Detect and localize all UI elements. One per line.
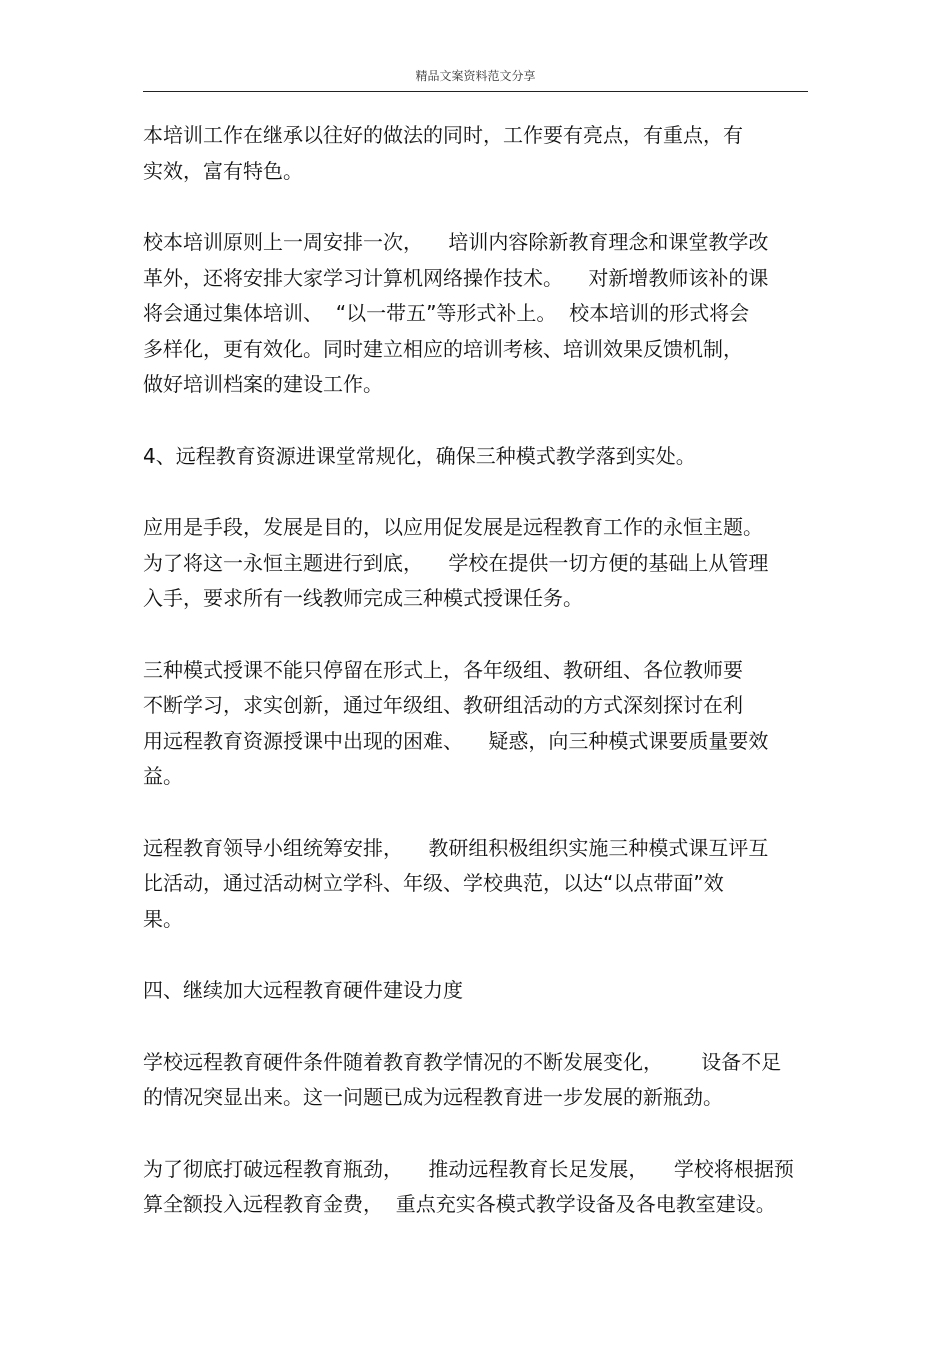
paragraph bbox=[143, 1152, 808, 1223]
text-line: 为了将这一永恒主题进行到底， 学校在提供一切方便的基础上从管理 bbox=[143, 550, 769, 575]
text-line: 学校远程教育硬件条件随着教育教学情况的不断发展变化， 设备不足 bbox=[143, 1049, 782, 1074]
paragraph bbox=[143, 831, 808, 938]
text-line: 为了彻底打破远程教育瓶劲， 推动远程教育长足发展， 学校将根据预 bbox=[143, 1156, 794, 1181]
paragraph-spacer bbox=[143, 1116, 808, 1152]
header-divider bbox=[143, 91, 808, 92]
paragraph-spacer bbox=[143, 189, 808, 225]
paragraph-spacer bbox=[143, 795, 808, 831]
text-line: 4、远程教育资源进课堂常规化，确保三种模式教学落到实处。 bbox=[143, 443, 696, 468]
paragraph bbox=[143, 439, 808, 475]
paragraph-spacer bbox=[143, 937, 808, 973]
paragraph bbox=[143, 973, 808, 1009]
text-line: 四、继续加大远程教育硬件建设力度 bbox=[143, 978, 463, 1002]
text-line: 革外，还将安排大家学习计算机网络操作技术。 对新增教师该补的课 bbox=[143, 265, 769, 290]
text-line: 的情况突显出来。这一问题已成为远程教育进一步发展的新瓶劲。 bbox=[143, 1085, 723, 1109]
paragraph bbox=[143, 510, 808, 617]
text-line: 多样化，更有效化。同时建立相应的培训考核、培训效果反馈机制， bbox=[143, 336, 743, 361]
paragraph-spacer bbox=[143, 474, 808, 510]
text-line: 算全额投入远程教育金费， 重点充实各模式教学设备及各电教室建设。 bbox=[143, 1192, 776, 1216]
text-line: 校本培训原则上一周安排一次， 培训内容除新教育理念和课堂教学改 bbox=[143, 230, 769, 254]
text-line: 将会通过集体培训、 “以一带五”等形式补上。 校本培训的形式将会 bbox=[143, 301, 750, 325]
document-body bbox=[143, 118, 808, 1223]
text-line: 入手，要求所有一线教师完成三种模式授课任务。 bbox=[143, 586, 583, 610]
paragraph-spacer bbox=[143, 403, 808, 439]
text-line: 果。 bbox=[143, 906, 183, 931]
text-line: 应用是手段，发展是目的，以应用促发展是远程教育工作的永恒主题。 bbox=[143, 515, 763, 539]
text-line: 实效，富有特色。 bbox=[143, 158, 303, 183]
paragraph bbox=[143, 118, 808, 189]
text-line: 益。 bbox=[143, 764, 183, 788]
text-line: 做好培训档案的建设工作。 bbox=[143, 372, 383, 396]
paragraph bbox=[143, 653, 808, 795]
text-line: 用远程教育资源授课中出现的困难、 疑惑，向三种模式课要质量要效 bbox=[143, 728, 769, 753]
paragraph-spacer bbox=[143, 1009, 808, 1045]
paragraph-spacer bbox=[143, 617, 808, 653]
paragraph bbox=[143, 1045, 808, 1116]
text-line: 三种模式授课不能只停留在形式上，各年级组、教研组、各位教师要 bbox=[143, 657, 743, 682]
paragraph bbox=[143, 225, 808, 403]
text-line: 本培训工作在继承以往好的做法的同时，工作要有亮点，有重点，有 bbox=[143, 123, 743, 147]
text-line: 比活动，通过活动树立学科、年级、学校典范，以达“以点带面”效 bbox=[143, 871, 724, 895]
text-line: 不断学习，求实创新，通过年级组、教研组活动的方式深刻探讨在利 bbox=[143, 693, 743, 717]
text-line: 远程教育领导小组统筹安排， 教研组积极组织实施三种模式课互评互 bbox=[143, 835, 769, 860]
page-header-title: 精品文案资料范文分享 bbox=[415, 69, 536, 83]
